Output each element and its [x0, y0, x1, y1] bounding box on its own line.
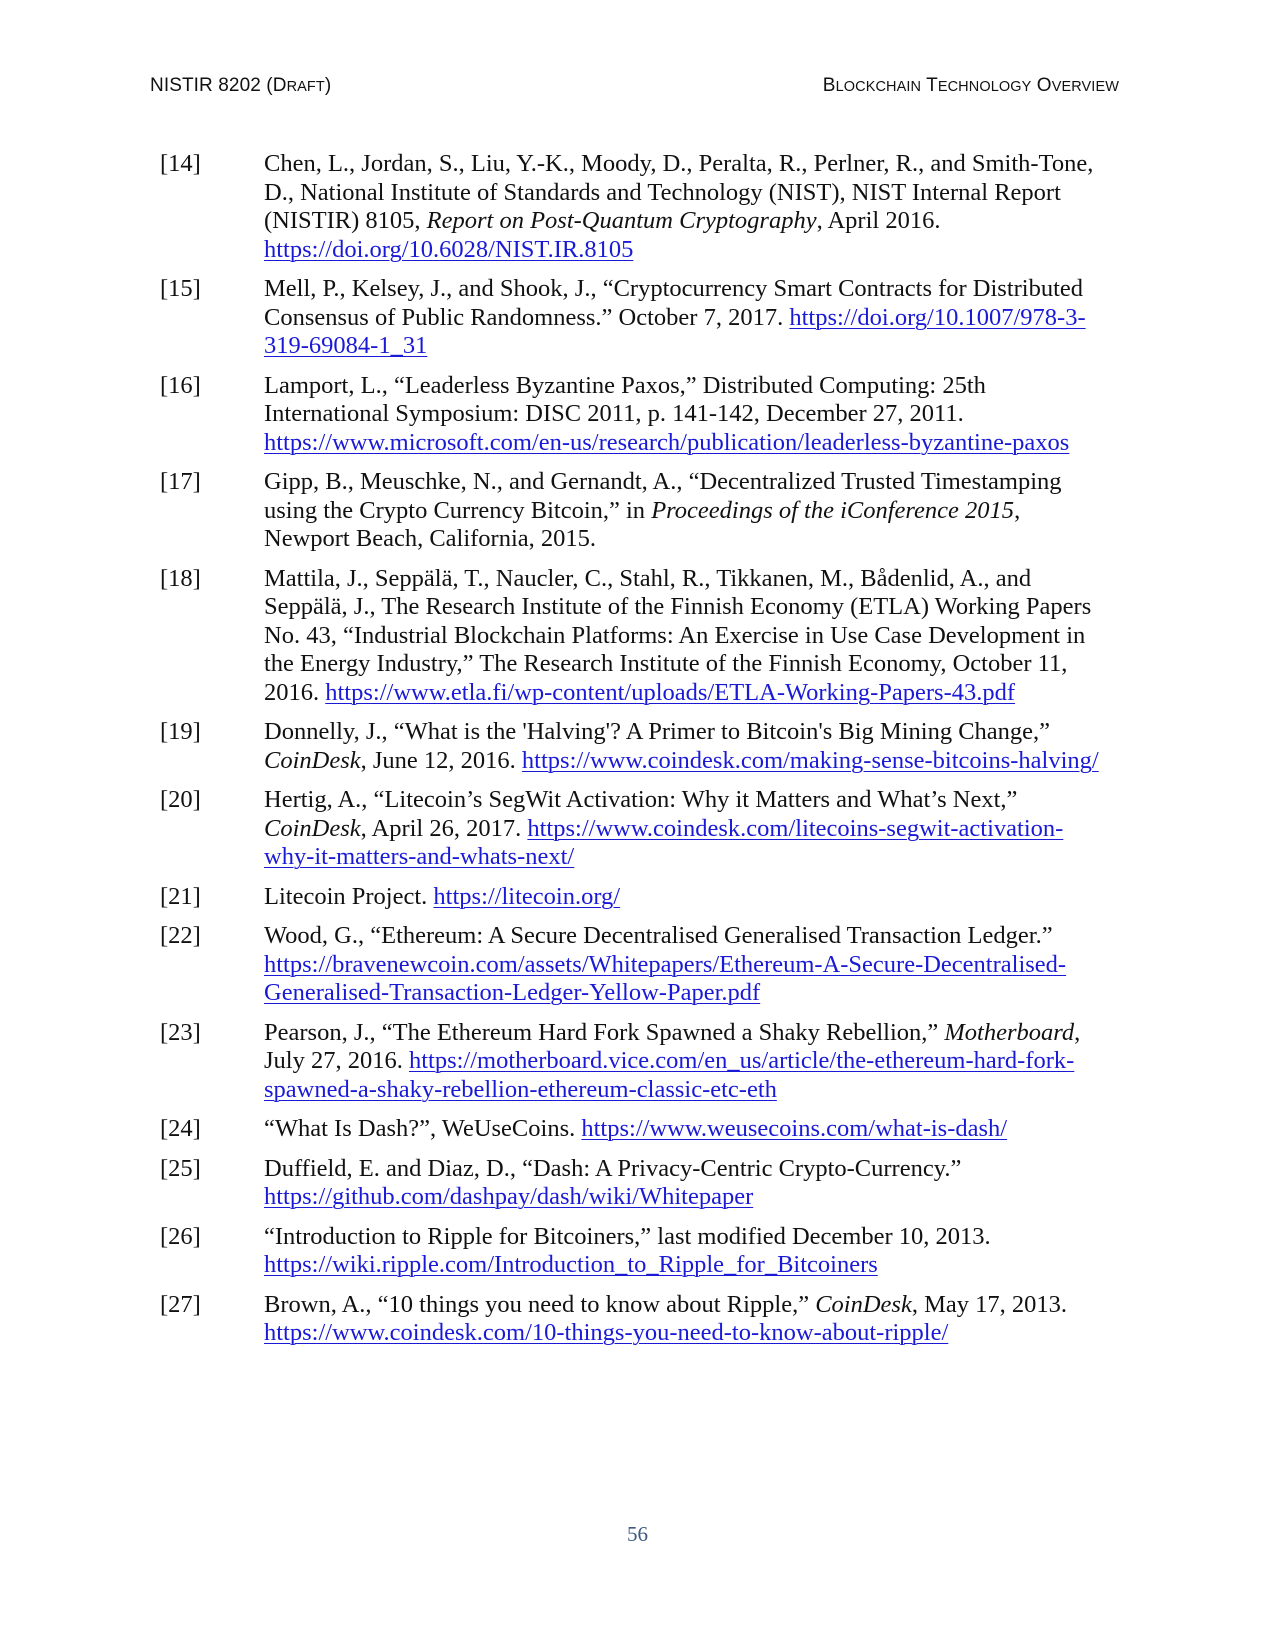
reference-citation-cont: , April 26, 2017. — [360, 814, 528, 842]
header-title-o: O — [1036, 75, 1052, 96]
reference-number: [19] — [160, 718, 201, 745]
reference-link[interactable]: https://www.microsoft.com/en-us/research/publication/leaderless-byzantine-paxos — [264, 428, 1070, 456]
reference-entry — [160, 275, 1100, 361]
reference-link[interactable]: https://www.coindesk.com/making-sense-bitcoins-halving/ — [521, 746, 1099, 774]
reference-citation: Mell, P., Kelsey, J., and Shook, J., “Cryptocurrency Smart Contracts for Distributed Consensus of Public Randomness.” October 7, 2017. — [264, 275, 1084, 331]
reference-text — [264, 275, 1100, 361]
reference-title-italic: Report on Post-Quantum Cryptography — [426, 207, 817, 234]
reference-link[interactable]: https://wiki.ripple.com/Introduction_to_Ripple_for_Bitcoiners — [264, 1251, 878, 1278]
reference-citation: Pearson, J., “The Ethereum Hard Fork Spawned a Shaky Rebellion,” — [264, 1018, 945, 1046]
reference-citation: Wood, G., “Ethereum: A Secure Decentralised Generalised Transaction Ledger.” — [264, 922, 1053, 949]
reference-entry — [160, 1155, 1100, 1212]
reference-link[interactable]: https://motherboard.vice.com/en_us/article/the-ethereum-hard-fork-spawned-a-shaky-rebellion-ethereum-classic-etc-eth — [264, 1047, 1075, 1103]
reference-number: [18] — [160, 564, 201, 592]
reference-number: [23] — [160, 1018, 201, 1046]
reference-number: [20] — [160, 786, 201, 813]
reference-citation-cont: , April 2016. — [816, 207, 941, 234]
reference-number: [14] — [160, 150, 201, 177]
reference-title-italic: CoinDesk — [264, 814, 361, 842]
reference-text — [264, 1155, 1100, 1212]
reference-citation: “What Is Dash?”, WeUseCoins. — [264, 1115, 582, 1142]
reference-text — [264, 468, 1100, 554]
reference-number: [22] — [160, 922, 201, 949]
reference-entry — [160, 150, 1100, 264]
header-paren-close: ) — [324, 75, 332, 96]
header-title-t: T — [926, 75, 938, 96]
reference-citation: Chen, L., Jordan, S., Liu, Y.-K., Moody, D., Peralta, R., Perlner, R., and Smith-Tone, D., National Institute of Standards and Technology (NIST), NIST Internal Report (NISTIR) 8105, — [264, 150, 1094, 234]
reference-number: [24] — [160, 1115, 201, 1142]
reference-citation-cont: , June 12, 2016. — [360, 746, 522, 774]
reference-text — [264, 150, 1100, 264]
reference-number: [17] — [160, 468, 201, 495]
header-doc-id: NISTIR 8202 ( — [150, 75, 273, 96]
reference-entry — [160, 1115, 1100, 1144]
page-number: 56 — [627, 1522, 648, 1546]
reference-link[interactable]: https://bravenewcoin.com/assets/Whitepapers/Ethereum-A-Secure-Decentralised-Generalised-Transaction-Ledger-Yellow-Paper.pdf — [264, 950, 1067, 1006]
reference-number: [16] — [160, 371, 201, 399]
reference-citation: Hertig, A., “Litecoin’s SegWit Activation: Why it Matters and What’s Next,” — [264, 786, 1018, 813]
reference-citation: Lamport, L., “Leaderless Byzantine Paxos,” Distributed Computing: 25th International Symposium: DISC 2011, p. 141-142, December 27, 2011. — [264, 371, 986, 427]
reference-entry — [160, 718, 1100, 775]
reference-link[interactable]: https://www.coindesk.com/litecoins-segwit-activation-why-it-matters-and-whats-next/ — [264, 814, 1064, 870]
header-draft-initial: D — [272, 75, 287, 96]
header-draft-rest: RAFT — [286, 79, 325, 95]
running-header-left — [150, 75, 331, 97]
reference-text — [264, 1291, 1100, 1348]
reference-entry — [160, 1291, 1100, 1348]
reference-text — [264, 1223, 1100, 1280]
header-title-b: B — [822, 75, 836, 96]
reference-text — [264, 786, 1100, 872]
reference-entry — [160, 468, 1100, 554]
reference-text — [264, 922, 1100, 1008]
reference-link[interactable]: https://www.weusecoins.com/what-is-dash/ — [581, 1115, 1008, 1142]
reference-link[interactable]: https://github.com/dashpay/dash/wiki/Whitepaper — [264, 1183, 754, 1210]
reference-number: [25] — [160, 1154, 201, 1182]
reference-citation: Duffield, E. and Diaz, D., “Dash: A Privacy-Centric Crypto-Currency.” — [264, 1154, 962, 1182]
reference-citation-cont: , July 27, 2016. — [264, 1018, 1081, 1074]
reference-text — [264, 565, 1100, 708]
reference-entry — [160, 1019, 1100, 1105]
header-title-verview: VERVIEW — [1051, 79, 1119, 95]
reference-link[interactable]: https://doi.org/10.1007/978-3-319-69084-1_31 — [264, 303, 1086, 359]
reference-citation: Brown, A., “10 things you need to know about Ripple,” — [264, 1290, 816, 1318]
reference-title-italic: CoinDesk — [815, 1290, 912, 1318]
running-header-right — [823, 75, 1119, 97]
header-title-lockchain: LOCKCHAIN — [835, 79, 922, 95]
reference-number: [15] — [160, 275, 201, 302]
reference-text — [264, 1019, 1100, 1105]
header-title-echnology: ECHNOLOGY — [937, 79, 1032, 95]
reference-title-italic: Proceedings of the iConference 2015 — [651, 496, 1015, 524]
reference-entry — [160, 883, 1100, 912]
reference-citation: Mattila, J., Seppälä, T., Naucler, C., Stahl, R., Tikkanen, M., Bådenlid, A., and Seppälä, J., The Research Institute of the Finnish Economy (ETLA) Working Papers No. 43, “Industrial Blockchain Platforms: An Exercise in Use Case Development in the Energy Industry,” The Research Institute of the Finnish Economy, October 11, 2016. — [264, 564, 1092, 706]
reference-number: [26] — [160, 1222, 201, 1250]
reference-title-italic: CoinDesk — [264, 746, 361, 774]
reference-entry — [160, 372, 1100, 458]
reference-citation-cont: , May 17, 2013. — [911, 1290, 1067, 1318]
reference-text — [264, 1115, 1100, 1144]
reference-title-italic: Motherboard — [944, 1018, 1075, 1046]
reference-entry — [160, 1223, 1100, 1280]
reference-citation: Litecoin Project. — [264, 882, 434, 910]
reference-number: [21] — [160, 882, 201, 910]
reference-citation: Donnelly, J., “What is the 'Halving'? A Primer to Bitcoin's Big Mining Change,” — [264, 718, 1051, 745]
reference-link[interactable]: https://doi.org/10.6028/NIST.IR.8105 — [264, 235, 634, 263]
reference-text — [264, 718, 1100, 775]
reference-citation: “Introduction to Ripple for Bitcoiners,” last modified December 10, 2013. — [264, 1222, 991, 1250]
reference-link[interactable]: https://litecoin.org/ — [433, 882, 621, 910]
reference-entry — [160, 786, 1100, 872]
reference-entry — [160, 565, 1100, 708]
reference-list — [160, 150, 1100, 1359]
reference-link[interactable]: https://www.coindesk.com/10-things-you-need-to-know-about-ripple/ — [264, 1319, 949, 1346]
reference-entry — [160, 922, 1100, 1008]
reference-link[interactable]: https://www.etla.fi/wp-content/uploads/ETLA-Working-Papers-43.pdf — [325, 678, 1016, 706]
reference-citation-cont: , Newport Beach, California, 2015. — [264, 496, 1021, 552]
reference-text — [264, 883, 1100, 912]
reference-citation: Gipp, B., Meuschke, N., and Gernandt, A., “Decentralized Trusted Timestamping using the Crypto Currency Bitcoin,” in — [264, 468, 1062, 524]
reference-number: [27] — [160, 1290, 201, 1318]
reference-text — [264, 372, 1100, 458]
